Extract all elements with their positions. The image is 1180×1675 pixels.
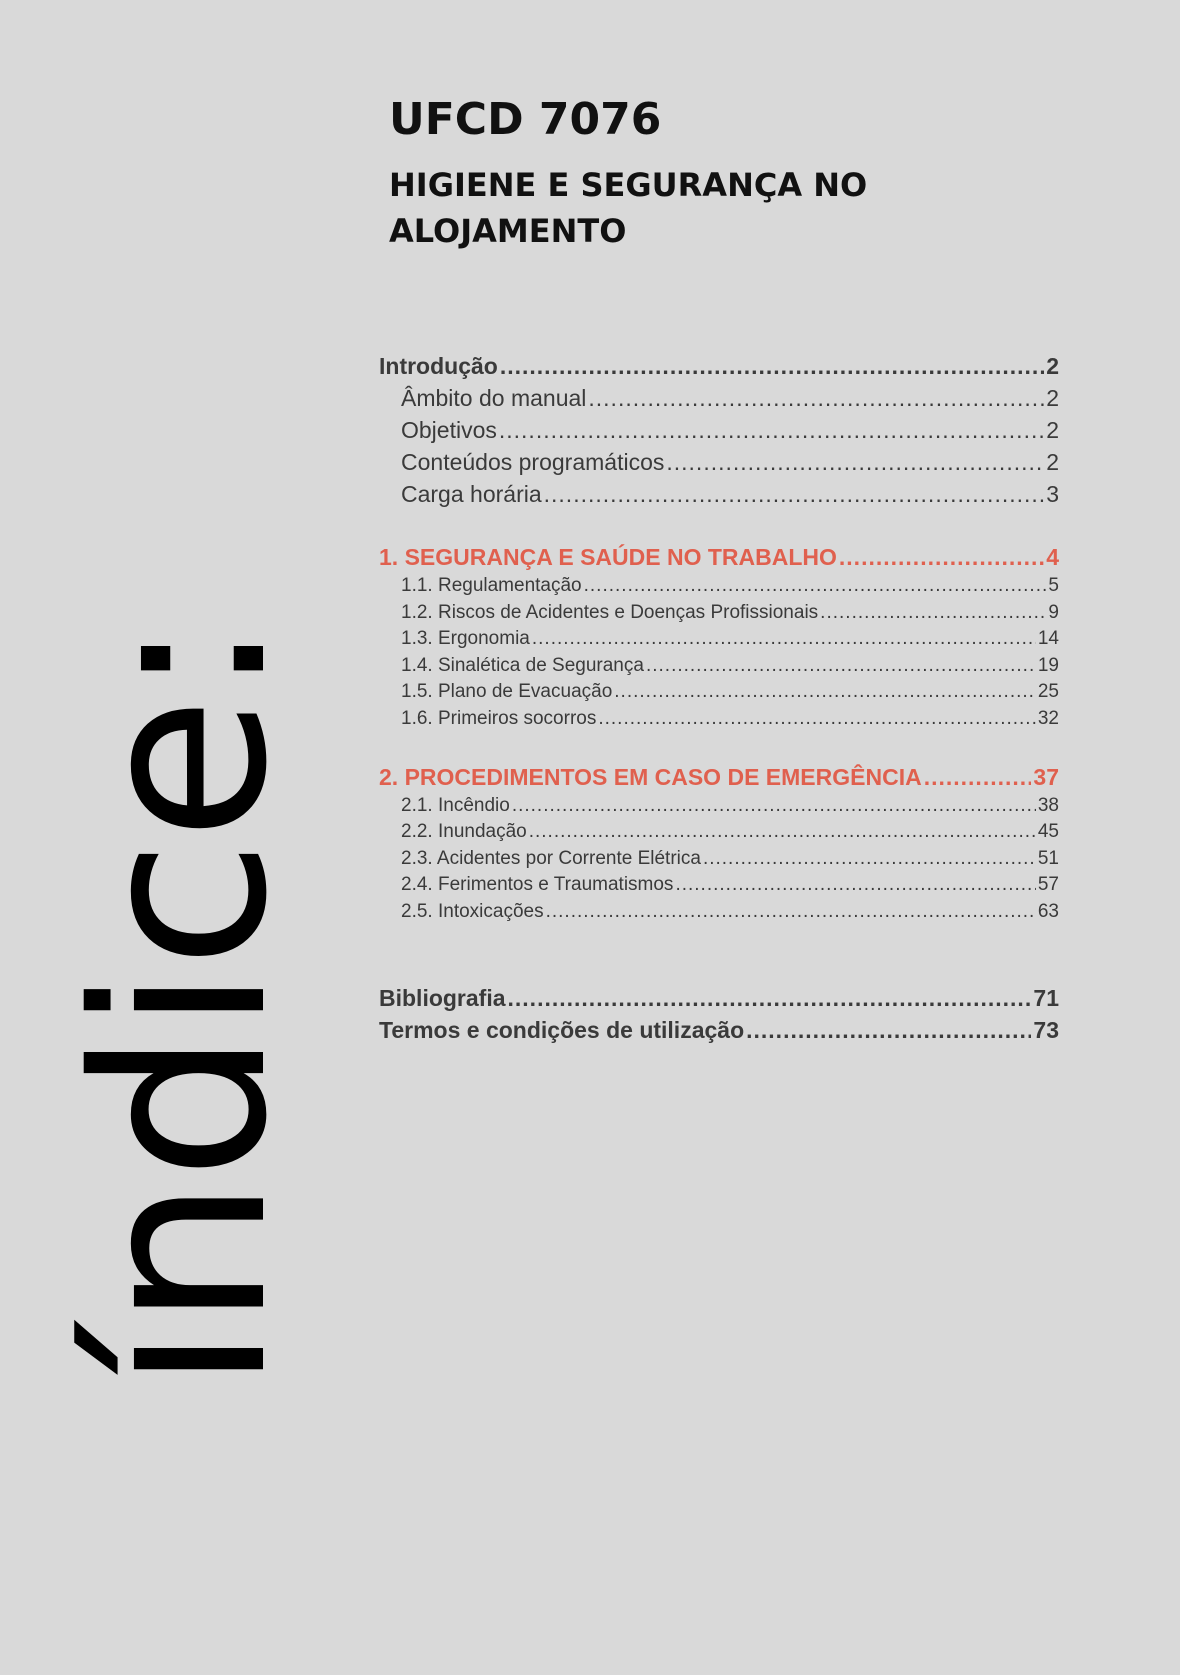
toc-entry-page: 71 — [1033, 984, 1059, 1011]
toc-entry[interactable] — [379, 382, 1059, 414]
toc-entry-page: 2 — [1046, 417, 1059, 443]
toc-section-2[interactable] — [379, 761, 1059, 793]
toc-leader — [703, 846, 1036, 873]
toc-entry-label: 1.6. Primeiros socorros — [401, 707, 597, 729]
toc-entry-page: 2 — [1046, 353, 1059, 379]
toc-entry-label: Termos e condições de utilização — [379, 1016, 745, 1043]
toc-entry[interactable] — [379, 899, 1059, 926]
toc-entry-label: Âmbito do manual — [401, 385, 587, 411]
toc-entry[interactable] — [379, 478, 1059, 510]
toc-entry-label: 1.5. Plano de Evacuação — [401, 681, 613, 703]
toc-entry-label: 2.3. Acidentes por Corrente Elétrica — [401, 847, 701, 869]
toc-entry-bibliografia[interactable] — [379, 982, 1059, 1014]
toc-entry-label: 2.4. Ferimentos e Traumatismos — [401, 874, 674, 896]
toc-entry[interactable] — [379, 706, 1059, 733]
toc-entry-page: 45 — [1037, 821, 1059, 843]
toc-leader — [529, 819, 1036, 846]
toc-entry-page: 25 — [1037, 681, 1059, 703]
toc-entry-page: 9 — [1048, 601, 1059, 623]
toc-leader — [584, 573, 1047, 600]
toc-entry-label: Conteúdos programáticos — [401, 449, 665, 475]
course-title: HIGIENE E SEGURANÇA NO ALOJAMENTO — [389, 166, 868, 250]
toc-entry[interactable] — [379, 446, 1059, 478]
toc-entry-page: 19 — [1037, 654, 1059, 676]
toc-entry-page: 73 — [1033, 1016, 1059, 1043]
side-title: índice: — [44, 620, 319, 1392]
toc-entry[interactable] — [379, 872, 1059, 899]
toc-entry-label: 1.3. Ergonomia — [401, 628, 530, 650]
toc-entry-label: Objetivos — [401, 417, 497, 443]
toc-entry[interactable] — [379, 600, 1059, 627]
toc-entry-page: 37 — [1033, 763, 1059, 790]
toc-entry-label: 1.2. Riscos de Acidentes e Doenças Profissionais — [401, 601, 819, 623]
toc-entry[interactable] — [379, 819, 1059, 846]
toc-leader — [588, 382, 1044, 414]
toc-leader — [666, 446, 1044, 478]
toc-entry-page: 57 — [1037, 874, 1059, 896]
toc-entry-label: 2.5. Intoxicações — [401, 900, 544, 922]
toc-leader — [839, 541, 1044, 573]
toc-leader — [675, 872, 1035, 899]
toc-leader — [820, 600, 1046, 627]
toc-leader — [598, 706, 1036, 733]
toc-entry-page: 63 — [1037, 900, 1059, 922]
toc-entry[interactable] — [379, 573, 1059, 600]
toc-leader — [646, 653, 1036, 680]
toc-leader — [544, 478, 1045, 510]
toc-leader — [512, 793, 1036, 820]
toc-entry-page: 2 — [1046, 449, 1059, 475]
toc-entry-label: 1. SEGURANÇA E SAÚDE NO TRABALHO — [379, 544, 837, 570]
spacer — [379, 733, 1059, 761]
toc-entry-page: 14 — [1037, 628, 1059, 650]
toc-leader — [614, 679, 1036, 706]
toc-entry[interactable] — [379, 414, 1059, 446]
toc-entry-termos[interactable] — [379, 1014, 1059, 1046]
toc-leader — [500, 350, 1044, 382]
toc-entry-label: 2. PROCEDIMENTOS EM CASO DE EMERGÊNCIA — [379, 763, 922, 790]
toc-entry[interactable] — [379, 793, 1059, 820]
toc-entry-label: Introdução — [379, 353, 498, 379]
toc-leader — [508, 982, 1032, 1014]
table-of-contents — [379, 350, 1059, 1046]
toc-entry-introducao[interactable] — [379, 350, 1059, 382]
toc-entry-page: 3 — [1046, 481, 1059, 507]
toc-entry-label: 2.2. Inundação — [401, 821, 527, 843]
toc-entry-page: 2 — [1046, 385, 1059, 411]
toc-entry-label: Bibliografia — [379, 984, 506, 1011]
toc-entry-label: 1.4. Sinalética de Segurança — [401, 654, 644, 676]
spacer — [379, 926, 1059, 982]
toc-leader — [546, 899, 1036, 926]
toc-entry-label: Carga horária — [401, 481, 542, 507]
toc-entry[interactable] — [379, 653, 1059, 680]
toc-entry-page: 5 — [1048, 575, 1059, 596]
toc-entry-page: 51 — [1037, 847, 1059, 869]
course-code: UFCD 7076 — [389, 94, 662, 145]
toc-leader — [532, 626, 1036, 653]
toc-leader — [924, 761, 1032, 793]
toc-section-1[interactable] — [379, 541, 1059, 573]
toc-entry[interactable] — [379, 626, 1059, 653]
toc-entry-page: 32 — [1037, 707, 1059, 729]
document-header — [389, 92, 869, 254]
toc-entry-label: 1.1. Regulamentação — [401, 575, 582, 596]
toc-entry[interactable] — [379, 846, 1059, 873]
spacer — [379, 510, 1059, 541]
toc-entry-label: 2.1. Incêndio — [401, 794, 510, 816]
toc-entry[interactable] — [379, 679, 1059, 706]
toc-leader — [499, 414, 1044, 446]
toc-entry-page: 4 — [1046, 544, 1059, 570]
toc-leader — [746, 1014, 1031, 1046]
toc-entry-page: 38 — [1037, 794, 1059, 816]
